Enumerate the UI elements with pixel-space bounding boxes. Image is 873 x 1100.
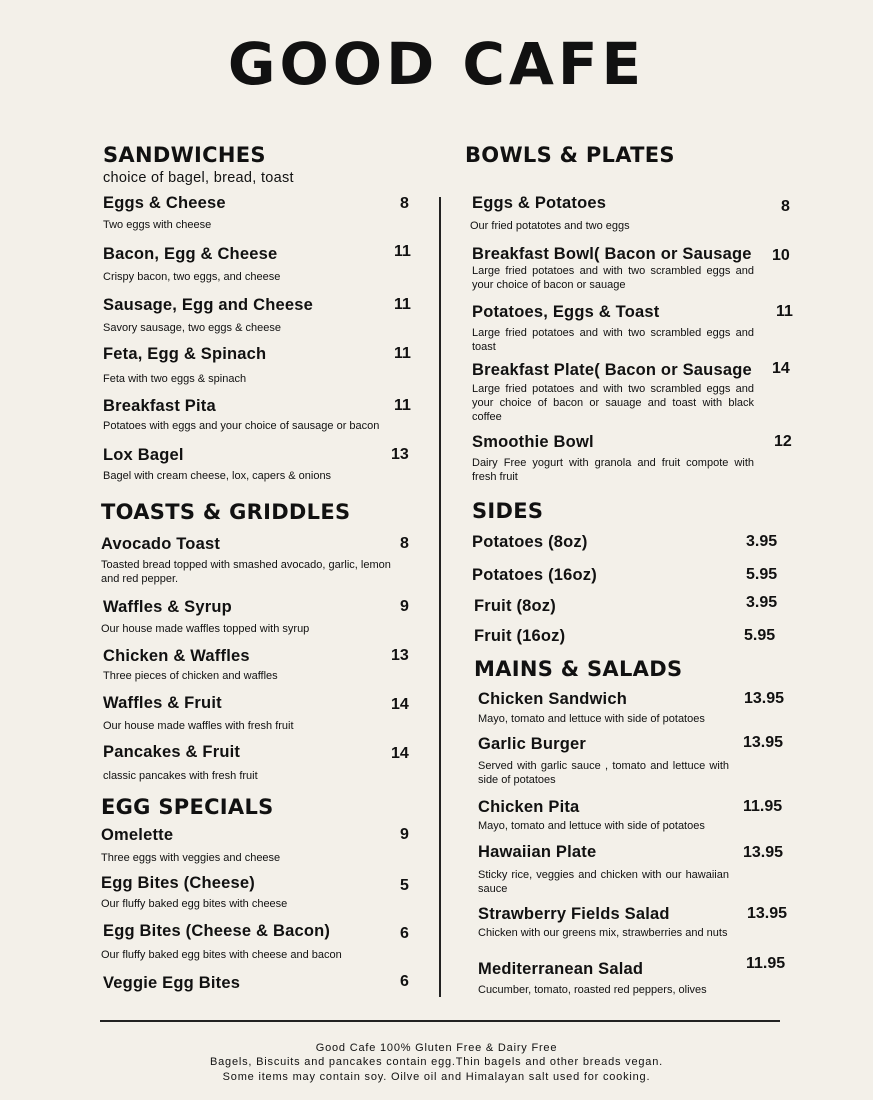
menu-item-price: 6 [400, 925, 409, 942]
menu-item-name: Fruit (16oz) [474, 627, 566, 645]
menu-item-price: 11 [776, 303, 793, 320]
menu-item-price: 11 [394, 345, 411, 362]
menu-item-description: Our fluffy baked egg bites with cheese and bacon [101, 949, 342, 961]
menu-item-name: Potatoes, Eggs & Toast [472, 303, 660, 321]
menu-item-name: Avocado Toast [101, 535, 221, 553]
menu-item-name: Strawberry Fields Salad [478, 905, 670, 923]
section-heading-sides: SIDES [472, 499, 544, 523]
menu-item-name: Egg Bites (Cheese & Bacon) [103, 922, 331, 940]
section-heading-mains: MAINS & SALADS [474, 657, 683, 681]
menu-item-name: Omelette [101, 826, 174, 844]
page-title: GOOD CAFE [227, 30, 646, 98]
menu-item-name: Waffles & Syrup [103, 598, 232, 616]
menu-item-description: Our house made waffles with fresh fruit [103, 720, 294, 732]
menu-item-name: Breakfast Bowl( Bacon or Sausage [472, 245, 752, 263]
menu-item-price: 11.95 [746, 955, 786, 972]
menu-item-description: Large fried potatoes and with two scrambled eggs and toast [472, 327, 754, 353]
menu-item-name: Smoothie Bowl [472, 433, 594, 451]
menu-item-name: Chicken Sandwich [478, 690, 627, 708]
menu-item-name: Bacon, Egg & Cheese [103, 245, 278, 263]
menu-item-price: 13 [391, 647, 409, 664]
menu-item-description: Two eggs with cheese [103, 219, 212, 231]
menu-item-name: Potatoes (8oz) [472, 533, 588, 551]
menu-item-description: Potatoes with eggs and your choice of sausage or bacon [103, 420, 380, 432]
menu-item-price: 5.95 [746, 566, 778, 583]
menu-item-name: Fruit (8oz) [474, 597, 556, 615]
menu-item-price: 14 [391, 696, 409, 713]
menu-item-name: Waffles & Fruit [103, 694, 222, 712]
menu-item-price: 11 [394, 243, 411, 260]
section-heading-bowls: BOWLS & PLATES [465, 143, 675, 167]
menu-item-description: Large fried potatoes and with two scrambled eggs and your choice of bacon or sauage [472, 265, 754, 291]
menu-item-price: 11 [394, 397, 411, 414]
menu-item-name: Chicken Pita [478, 798, 580, 816]
section-subtitle-sandwiches: choice of bagel, bread, toast [103, 170, 294, 186]
section-heading-toasts: TOASTS & GRIDDLES [101, 500, 351, 524]
menu-item-name: Sausage, Egg and Cheese [103, 296, 314, 314]
menu-item-name: Hawaiian Plate [478, 843, 597, 861]
menu-item-price: 5.95 [744, 627, 776, 644]
menu-item-description: Crispy bacon, two eggs, and cheese [103, 271, 281, 283]
section-heading-sandwiches: SANDWICHES [103, 143, 266, 167]
menu-item-description: Our fluffy baked egg bites with cheese [101, 898, 288, 910]
menu-item-description: Chicken with our greens mix, strawberries and nuts [478, 927, 728, 939]
menu-item-price: 8 [400, 195, 409, 212]
footer-line: Bagels, Biscuits and pancakes contain egg.Thin bagels and other breads vegan. [210, 1056, 663, 1068]
menu-item-price: 3.95 [746, 594, 778, 611]
footer-divider [100, 1020, 780, 1022]
menu-item-name: Breakfast Pita [103, 397, 216, 415]
menu-item-price: 11 [394, 296, 411, 313]
menu-item-price: 13 [391, 446, 409, 463]
menu-item-name: Pancakes & Fruit [103, 743, 241, 761]
menu-item-description: Our fried potatotes and two eggs [470, 220, 630, 232]
menu-item-price: 13.95 [744, 690, 785, 707]
menu-item-description: Three pieces of chicken and waffles [103, 670, 278, 682]
menu-item-name: Garlic Burger [478, 735, 587, 753]
menu-item-description: Sticky rice, veggies and chicken with our hawaiian sauce [478, 869, 729, 895]
footer-line: Good Cafe 100% Gluten Free & Dairy Free [315, 1042, 558, 1054]
menu-item-price: 9 [400, 598, 409, 615]
menu-item-price: 6 [400, 973, 409, 990]
menu-item-price: 13.95 [747, 905, 788, 922]
menu-item-name: Veggie Egg Bites [103, 974, 241, 992]
column-divider [439, 197, 441, 997]
menu-item-price: 10 [772, 247, 790, 264]
menu-item-name: Potatoes (16oz) [472, 566, 597, 584]
menu-item-description: Dairy Free yogurt with granola and fruit compote with fresh fruit [472, 457, 754, 483]
menu-item-name: Eggs & Potatoes [472, 194, 607, 212]
menu-item-description: classic pancakes with fresh fruit [103, 770, 258, 782]
menu-item-price: 11.95 [743, 798, 783, 815]
menu-item-price: 9 [400, 826, 409, 843]
menu-item-description: Mayo, tomato and lettuce with side of potatoes [478, 820, 705, 832]
menu-item-price: 8 [400, 535, 409, 552]
menu-item-description: Cucumber, tomato, roasted red peppers, olives [478, 984, 707, 996]
menu-item-name: Lox Bagel [103, 446, 184, 464]
menu-item-price: 14 [391, 745, 409, 762]
section-heading-egg-specials: EGG SPECIALS [101, 795, 274, 819]
menu-item-price: 13.95 [743, 734, 784, 751]
menu-item-name: Feta, Egg & Spinach [103, 345, 267, 363]
menu-item-description: Served with garlic sauce , tomato and lettuce with side of potatoes [478, 760, 729, 786]
menu-item-price: 5 [400, 877, 409, 894]
menu-item-name: Egg Bites (Cheese) [101, 874, 255, 892]
menu-item-price: 3.95 [746, 533, 778, 550]
menu-item-description: Toasted bread topped with smashed avocado, garlic, lemon and red pepper. [101, 559, 391, 585]
menu-item-name: Chicken & Waffles [103, 647, 250, 665]
menu-item-price: 13.95 [743, 844, 784, 861]
menu-item-price: 14 [772, 360, 790, 377]
menu-item-description: Bagel with cream cheese, lox, capers & onions [103, 470, 332, 482]
menu-item-description: Large fried potatoes and with two scrambled eggs and your choice of bacon or sauage and toast with black coffee [472, 383, 754, 423]
menu-item-description: Feta with two eggs & spinach [103, 373, 247, 385]
menu-item-name: Mediterranean Salad [478, 960, 644, 978]
footer-line: Some items may contain soy. Oilve oil and Himalayan salt used for cooking. [222, 1071, 651, 1083]
menu-item-name: Eggs & Cheese [103, 194, 226, 212]
menu-item-price: 8 [781, 198, 790, 215]
menu-item-price: 12 [774, 433, 792, 450]
menu-item-description: Mayo, tomato and lettuce with side of potatoes [478, 713, 705, 725]
menu-item-description: Savory sausage, two eggs & cheese [103, 322, 281, 334]
menu-item-name: Breakfast Plate( Bacon or Sausage [472, 361, 752, 379]
menu-item-description: Our house made waffles topped with syrup [101, 623, 310, 635]
menu-item-description: Three eggs with veggies and cheese [101, 852, 281, 864]
